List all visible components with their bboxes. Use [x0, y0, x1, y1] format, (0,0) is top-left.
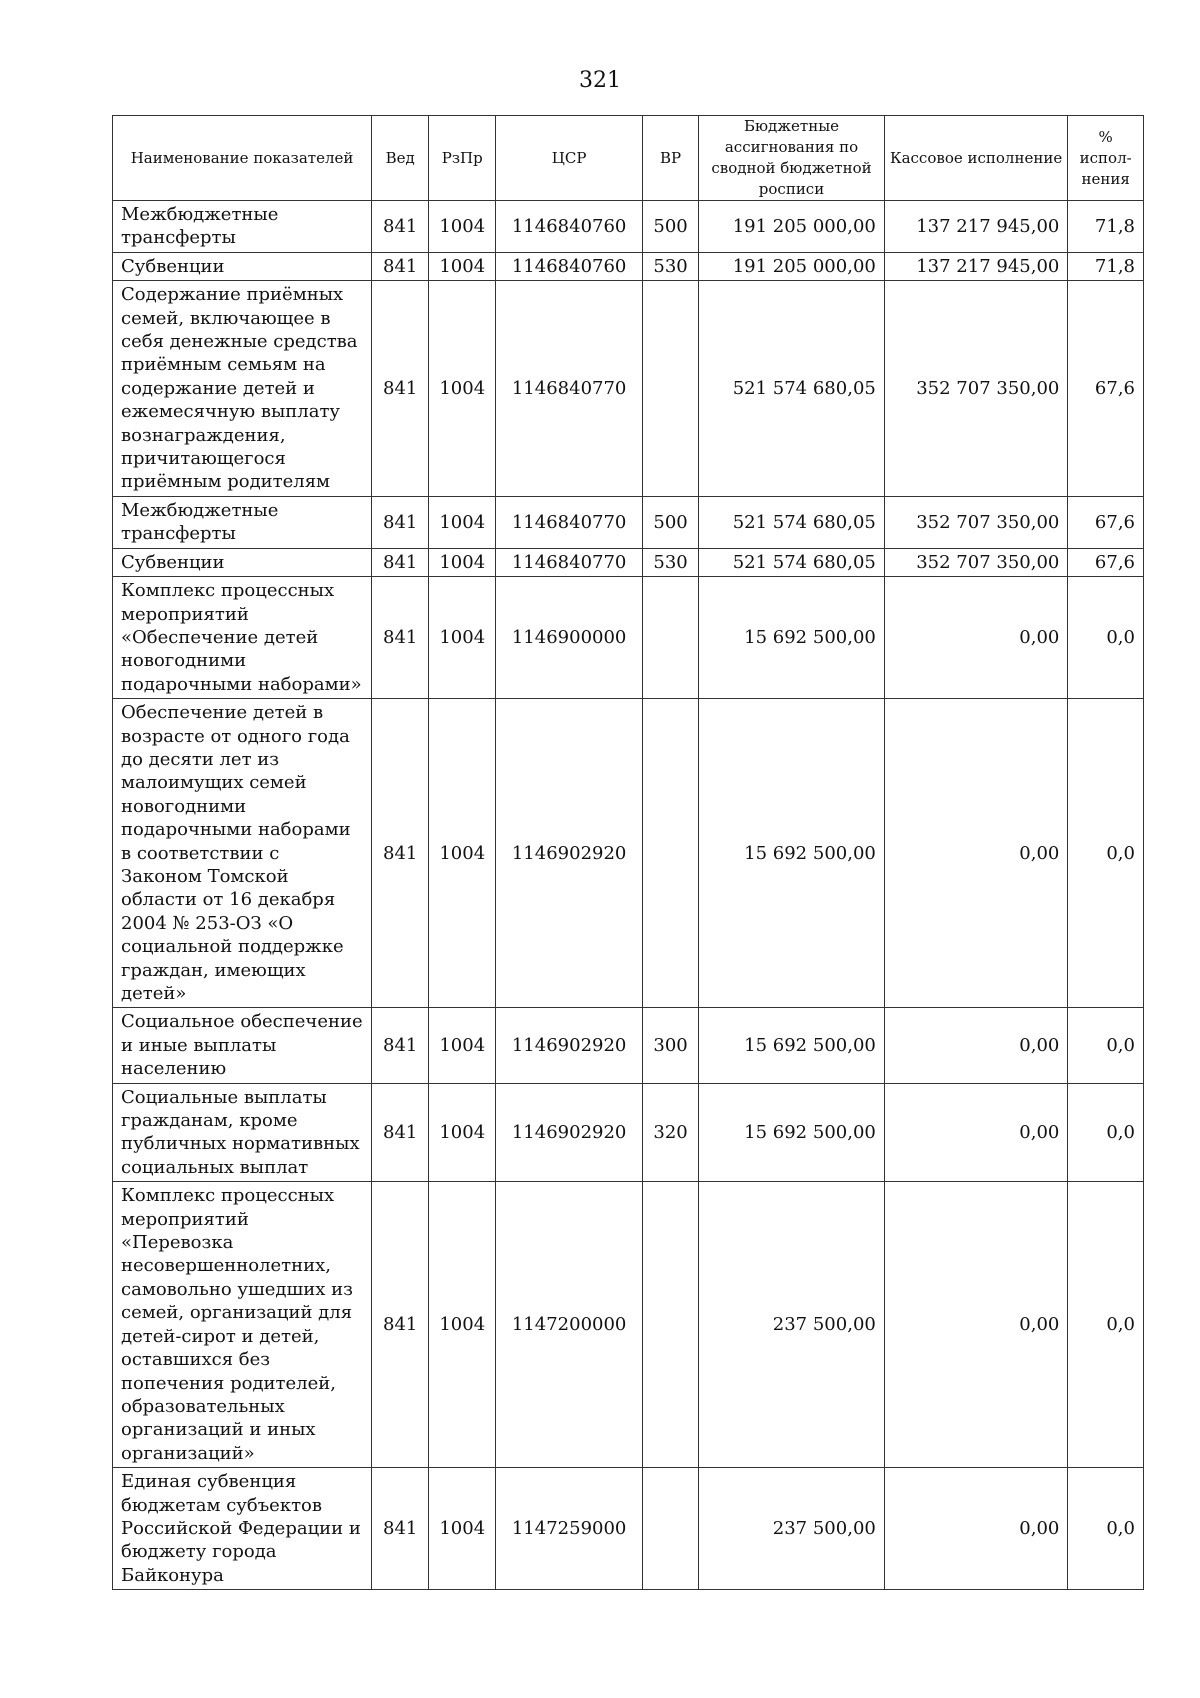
cell-cash-execution: 137 217 945,00 [884, 252, 1068, 280]
cell-name: Межбюджетные трансферты [113, 496, 372, 548]
header-ved: Вед [372, 116, 429, 201]
cell-ved: 841 [372, 496, 429, 548]
header-name: Наименование показателей [113, 116, 372, 201]
cell-cash-execution: 137 217 945,00 [884, 201, 1068, 253]
cell-rzpr: 1004 [429, 281, 496, 497]
cell-percent: 0,0 [1068, 1468, 1144, 1590]
cell-rzpr: 1004 [429, 577, 496, 699]
table-row [113, 1468, 1144, 1590]
cell-name: Субвенции [113, 252, 372, 280]
cell-rzpr: 1004 [429, 699, 496, 1008]
cell-percent: 71,8 [1068, 252, 1144, 280]
cell-percent: 67,6 [1068, 496, 1144, 548]
cell-cash-execution: 352 707 350,00 [884, 496, 1068, 548]
cell-cash-execution: 0,00 [884, 1468, 1068, 1590]
cell-csr: 1146900000 [496, 577, 643, 699]
cell-csr: 1147200000 [496, 1182, 643, 1468]
cell-ved: 841 [372, 252, 429, 280]
cell-ved: 841 [372, 1083, 429, 1182]
cell-allocations: 237 500,00 [699, 1468, 885, 1590]
cell-allocations: 521 574 680,05 [699, 281, 885, 497]
cell-vr: 500 [643, 496, 699, 548]
cell-rzpr: 1004 [429, 548, 496, 576]
cell-vr: 530 [643, 252, 699, 280]
cell-percent: 0,0 [1068, 699, 1144, 1008]
cell-ved: 841 [372, 577, 429, 699]
cell-cash-execution: 0,00 [884, 1182, 1068, 1468]
cell-name: Социальное обеспечение и иные выплаты населению [113, 1008, 372, 1083]
cell-percent: 67,6 [1068, 281, 1144, 497]
cell-ved: 841 [372, 1468, 429, 1590]
cell-rzpr: 1004 [429, 1008, 496, 1083]
table-row [113, 496, 1144, 548]
table-row [113, 548, 1144, 576]
cell-ved: 841 [372, 281, 429, 497]
cell-vr [643, 1468, 699, 1590]
header-allocations: Бюджетные ассигнования по сводной бюджетной росписи [699, 116, 885, 201]
cell-rzpr: 1004 [429, 252, 496, 280]
cell-vr [643, 699, 699, 1008]
cell-cash-execution: 0,00 [884, 577, 1068, 699]
cell-allocations: 15 692 500,00 [699, 577, 885, 699]
cell-percent: 0,0 [1068, 577, 1144, 699]
cell-percent: 0,0 [1068, 1182, 1144, 1468]
cell-name: Межбюджетные трансферты [113, 201, 372, 253]
table-row [113, 1008, 1144, 1083]
cell-ved: 841 [372, 1182, 429, 1468]
cell-cash-execution: 352 707 350,00 [884, 281, 1068, 497]
table-row [113, 1182, 1144, 1468]
cell-vr: 320 [643, 1083, 699, 1182]
cell-allocations: 15 692 500,00 [699, 1083, 885, 1182]
cell-percent: 71,8 [1068, 201, 1144, 253]
table-row [113, 1083, 1144, 1182]
cell-csr: 1146840760 [496, 252, 643, 280]
cell-percent: 0,0 [1068, 1083, 1144, 1182]
cell-rzpr: 1004 [429, 201, 496, 253]
cell-name: Субвенции [113, 548, 372, 576]
cell-csr: 1146902920 [496, 1083, 643, 1182]
cell-vr: 300 [643, 1008, 699, 1083]
cell-ved: 841 [372, 201, 429, 253]
header-csr: ЦСР [496, 116, 643, 201]
cell-allocations: 15 692 500,00 [699, 699, 885, 1008]
cell-ved: 841 [372, 1008, 429, 1083]
cell-csr: 1146902920 [496, 699, 643, 1008]
table-row [113, 699, 1144, 1008]
cell-name: Комплекс процессных мероприятий «Обеспечение детей новогодними подарочными наборами» [113, 577, 372, 699]
cell-vr [643, 281, 699, 497]
cell-rzpr: 1004 [429, 1468, 496, 1590]
table-row [113, 577, 1144, 699]
header-percent: % испол-нения [1068, 116, 1144, 201]
header-cash-execution: Кассовое исполнение [884, 116, 1068, 201]
cell-allocations: 191 205 000,00 [699, 201, 885, 253]
page-number: 321 [579, 68, 621, 93]
header-row [113, 116, 1144, 201]
cell-name: Социальные выплаты гражданам, кроме публичных нормативных социальных выплат [113, 1083, 372, 1182]
cell-cash-execution: 0,00 [884, 699, 1068, 1008]
cell-cash-execution: 352 707 350,00 [884, 548, 1068, 576]
header-vr: ВР [643, 116, 699, 201]
cell-name: Обеспечение детей в возрасте от одного года до десяти лет из малоимущих семей новогодними подарочными наборами в соответствии с Законом Томской области от 16 декабря 2004 № 253-ОЗ «О социальной поддержке граждан, имеющих детей» [113, 699, 372, 1008]
cell-vr: 500 [643, 201, 699, 253]
cell-csr: 1146840770 [496, 548, 643, 576]
cell-allocations: 15 692 500,00 [699, 1008, 885, 1083]
cell-csr: 1146902920 [496, 1008, 643, 1083]
cell-ved: 841 [372, 548, 429, 576]
cell-allocations: 521 574 680,05 [699, 548, 885, 576]
cell-rzpr: 1004 [429, 496, 496, 548]
cell-vr [643, 1182, 699, 1468]
cell-csr: 1146840770 [496, 281, 643, 497]
cell-name: Содержание приёмных семей, включающее в себя денежные средства приёмным семьям на содержание детей и ежемесячную выплату вознаграждения, причитающегося приёмным родителям [113, 281, 372, 497]
cell-allocations: 191 205 000,00 [699, 252, 885, 280]
cell-cash-execution: 0,00 [884, 1083, 1068, 1182]
cell-csr: 1146840770 [496, 496, 643, 548]
cell-rzpr: 1004 [429, 1182, 496, 1468]
cell-percent: 67,6 [1068, 548, 1144, 576]
cell-csr: 1146840760 [496, 201, 643, 253]
cell-name: Единая субвенция бюджетам субъектов Российской Федерации и бюджету города Байконура [113, 1468, 372, 1590]
budget-table [112, 115, 1144, 1590]
cell-vr [643, 577, 699, 699]
cell-allocations: 521 574 680,05 [699, 496, 885, 548]
header-rzpr: РзПр [429, 116, 496, 201]
cell-percent: 0,0 [1068, 1008, 1144, 1083]
table-row [113, 281, 1144, 497]
cell-vr: 530 [643, 548, 699, 576]
cell-csr: 1147259000 [496, 1468, 643, 1590]
cell-cash-execution: 0,00 [884, 1008, 1068, 1083]
table-row [113, 201, 1144, 253]
cell-ved: 841 [372, 699, 429, 1008]
cell-name: Комплекс процессных мероприятий «Перевозка несовершеннолетних, самовольно ушедших из семей, организаций для детей-сирот и детей, оставшихся без попечения родителей, образовательных организаций и иных организаций» [113, 1182, 372, 1468]
cell-allocations: 237 500,00 [699, 1182, 885, 1468]
table-row [113, 252, 1144, 280]
cell-rzpr: 1004 [429, 1083, 496, 1182]
